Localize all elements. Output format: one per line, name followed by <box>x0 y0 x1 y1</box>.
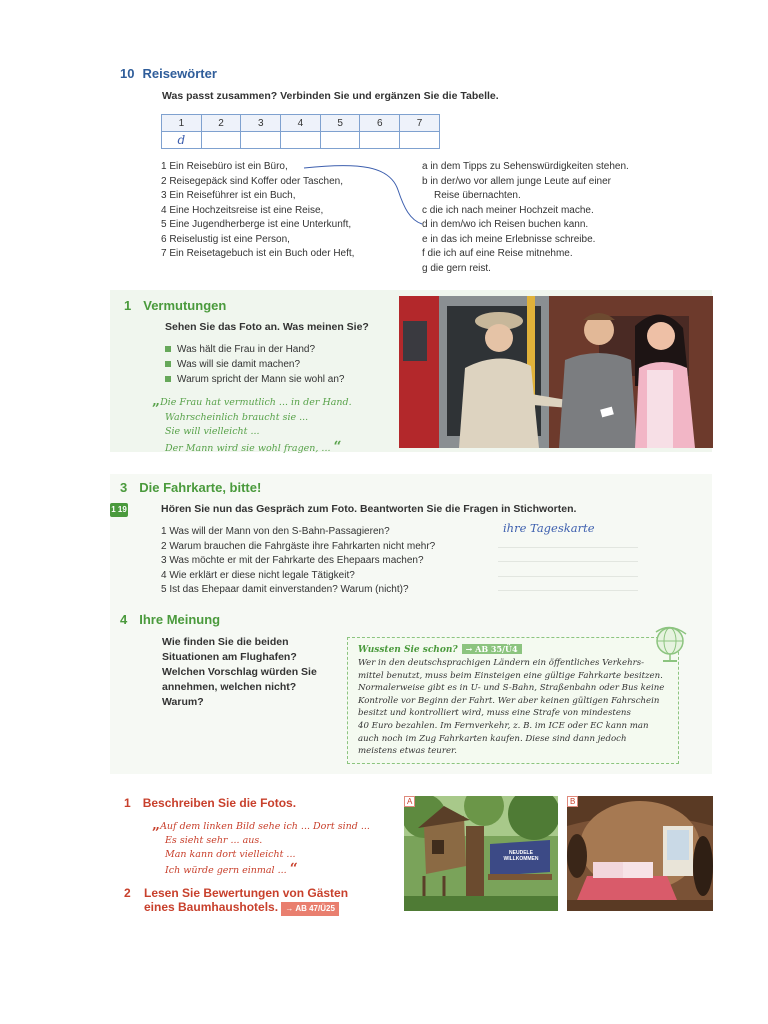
list-item: Reise übernachten. <box>434 190 521 201</box>
table-answer-cell[interactable]: d <box>162 132 202 149</box>
treehouse-room-photo <box>567 796 713 911</box>
table-answer-cell[interactable] <box>201 132 241 149</box>
list-item: Was will sie damit machen? <box>165 357 344 372</box>
list-item: d in dem/wo ich Reisen buchen kann. <box>422 219 589 230</box>
list-item: 5 Ist das Ehepaar damit einverstanden? Warum (nicht)? <box>161 584 409 595</box>
table-answer-cell[interactable] <box>320 132 360 149</box>
table-answer-row <box>162 132 440 149</box>
list-item: 4 Eine Hochzeitsreise ist eine Reise, <box>161 204 324 216</box>
example-phrases: „Die Frau hat vermutlich ... in der Hand. Wahrscheinlich braucht sie ... Sie will vielleicht ... Der Mann wird sie wohl fragen, ... “ <box>152 393 352 455</box>
table-header-cell: 7 <box>400 115 440 132</box>
section-3-heading: 3 Die Fahrkarte, bitte! <box>120 480 262 495</box>
matching-right-list <box>422 160 682 276</box>
handwritten-answer: ihre Tageskarte <box>503 521 595 535</box>
section-4-heading: 4 Ihre Meinung <box>120 612 221 627</box>
bullet-list <box>165 342 344 387</box>
treehouse-sign: NEUDELE WILLKOMMEN <box>503 850 539 862</box>
table-header-cell: 2 <box>201 115 241 132</box>
open-quote-icon: „ <box>152 817 161 833</box>
list-item: a in dem Tipps zu Sehenswürdigkeiten stehen. <box>422 161 629 172</box>
audio-track-badge[interactable]: 1 19 <box>110 503 128 517</box>
train-photo <box>399 296 713 448</box>
globe-icon <box>650 624 690 664</box>
list-item: 2 Reisegepäck sind Koffer oder Taschen, <box>161 175 343 187</box>
table-answer-cell[interactable] <box>281 132 321 149</box>
train-scene-illustration <box>399 296 713 448</box>
section-3-instruction: Hören Sie nun das Gespräch zum Foto. Beantworten Sie die Fragen in Stichworten. <box>161 503 577 515</box>
list-item: Warum spricht der Mann sie wohl an? <box>165 372 344 387</box>
close-quote-icon: “ <box>289 861 298 877</box>
example-phrases-red: „Auf dem linken Bild sehe ich ... Dort sind ... Es sieht sehr ... aus. Man kann dort vielleicht ... Ich würde gern einmal ... “ <box>152 817 370 877</box>
treehouse-photo <box>404 796 558 911</box>
bottom-section-1-heading: 1 Beschreiben Sie die Fotos. <box>124 796 297 810</box>
section-10-heading: 10 Reisewörter <box>120 66 217 81</box>
table-header-cell: 5 <box>320 115 360 132</box>
bullet-icon <box>165 361 171 367</box>
table-header-row <box>162 115 440 132</box>
workbook-reference-tag: → AB 35/Ü4 <box>462 644 522 654</box>
list-item: b in der/wo vor allem junge Leute auf einer <box>422 175 612 187</box>
bullet-icon <box>165 376 171 382</box>
list-item: c die ich nach meiner Hochzeit mache. <box>422 204 594 216</box>
bottom-section-2-heading: 2 Lesen Sie Bewertungen von Gästen eines Baumhaushotels. → AB 47/Ü25 <box>124 886 349 914</box>
list-item: 5 Eine Jugendherberge ist eine Unterkunft, <box>161 219 352 230</box>
matching-table <box>161 114 440 149</box>
list-item: Was hält die Frau in der Hand? <box>165 342 344 357</box>
list-item: 6 Reiselustig ist eine Person, <box>161 233 290 245</box>
info-box <box>347 637 679 764</box>
bullet-icon <box>165 346 171 352</box>
info-heading: Wussten Sie schon? → AB 35/Ü4 <box>358 644 668 655</box>
section-10-instruction: Was passt zusammen? Verbinden Sie und ergänzen Sie die Tabelle. <box>162 90 499 102</box>
list-item: f die ich auf eine Reise mitnehme. <box>422 248 573 259</box>
list-item: e in das ich meine Erlebnisse schreibe. <box>422 233 596 245</box>
list-item: 3 Was möchte er mit der Fahrkarte des Ehepaars machen? <box>161 555 424 566</box>
workbook-reference-tag: → AB 47/Ü25 <box>281 902 339 916</box>
list-item: 1 Was will der Mann von den S-Bahn-Passagieren? <box>161 526 390 537</box>
treehouse-room-illustration <box>567 796 713 911</box>
table-answer-cell[interactable] <box>360 132 400 149</box>
connector-line <box>300 160 430 230</box>
list-item: 1 Ein Reisebüro ist ein Büro, <box>161 161 288 172</box>
list-item: g die gern reist. <box>422 262 491 274</box>
table-header-cell: 6 <box>360 115 400 132</box>
answer-lines[interactable] <box>498 533 638 591</box>
table-header-cell: 1 <box>162 115 202 132</box>
table-answer-cell[interactable] <box>241 132 281 149</box>
list-item: 2 Warum brauchen die Fahrgäste ihre Fahrkarten nicht mehr? <box>161 540 436 552</box>
section-4-question: Wie finden Sie die beiden Situationen am Flughafen? Welchen Vorschlag würden Sie annehmen, welchen nicht? Warum? <box>162 636 317 708</box>
table-header-cell: 3 <box>241 115 281 132</box>
list-item: 4 Wie erklärt er diese nicht legale Tätigkeit? <box>161 569 355 581</box>
section-1-heading: 1 Vermutungen <box>124 298 227 313</box>
info-text: Wer in den deutschsprachigen Ländern ein öffentliches Verkehrs- mittel benutzt, muss beim Einsteigen eine gültige Fahrkarte besitzen. Normalerweise gibt es in U- und S-Bahn, Straßenbahn oder Bus keine Kontrolle vor Beginn der Fahrt. Wer aber keinen gültigen Fahrschein besitzt und kontrolliert wird, muss eine Strafe von mindestens 40 Euro bezahlen. Im Fernverkehr, z. B. im ICE oder EC kann man auch noch im Zug Fahrkarten kaufen. Diese sind dann jedoch meistens etwas teurer. <box>358 658 665 757</box>
list-item: 7 Ein Reisetagebuch ist ein Buch oder Heft, <box>161 248 355 259</box>
question-list <box>161 525 435 598</box>
list-item: 3 Ein Reiseführer ist ein Buch, <box>161 190 296 201</box>
photo-label-b: B <box>567 796 578 807</box>
close-quote-icon: “ <box>333 438 342 455</box>
section-1-instruction: Sehen Sie das Foto an. Was meinen Sie? <box>165 321 369 333</box>
table-header-cell: 4 <box>281 115 321 132</box>
table-answer-cell[interactable] <box>400 132 440 149</box>
photo-label-a: A <box>404 796 415 807</box>
open-quote-icon: „ <box>152 393 161 409</box>
